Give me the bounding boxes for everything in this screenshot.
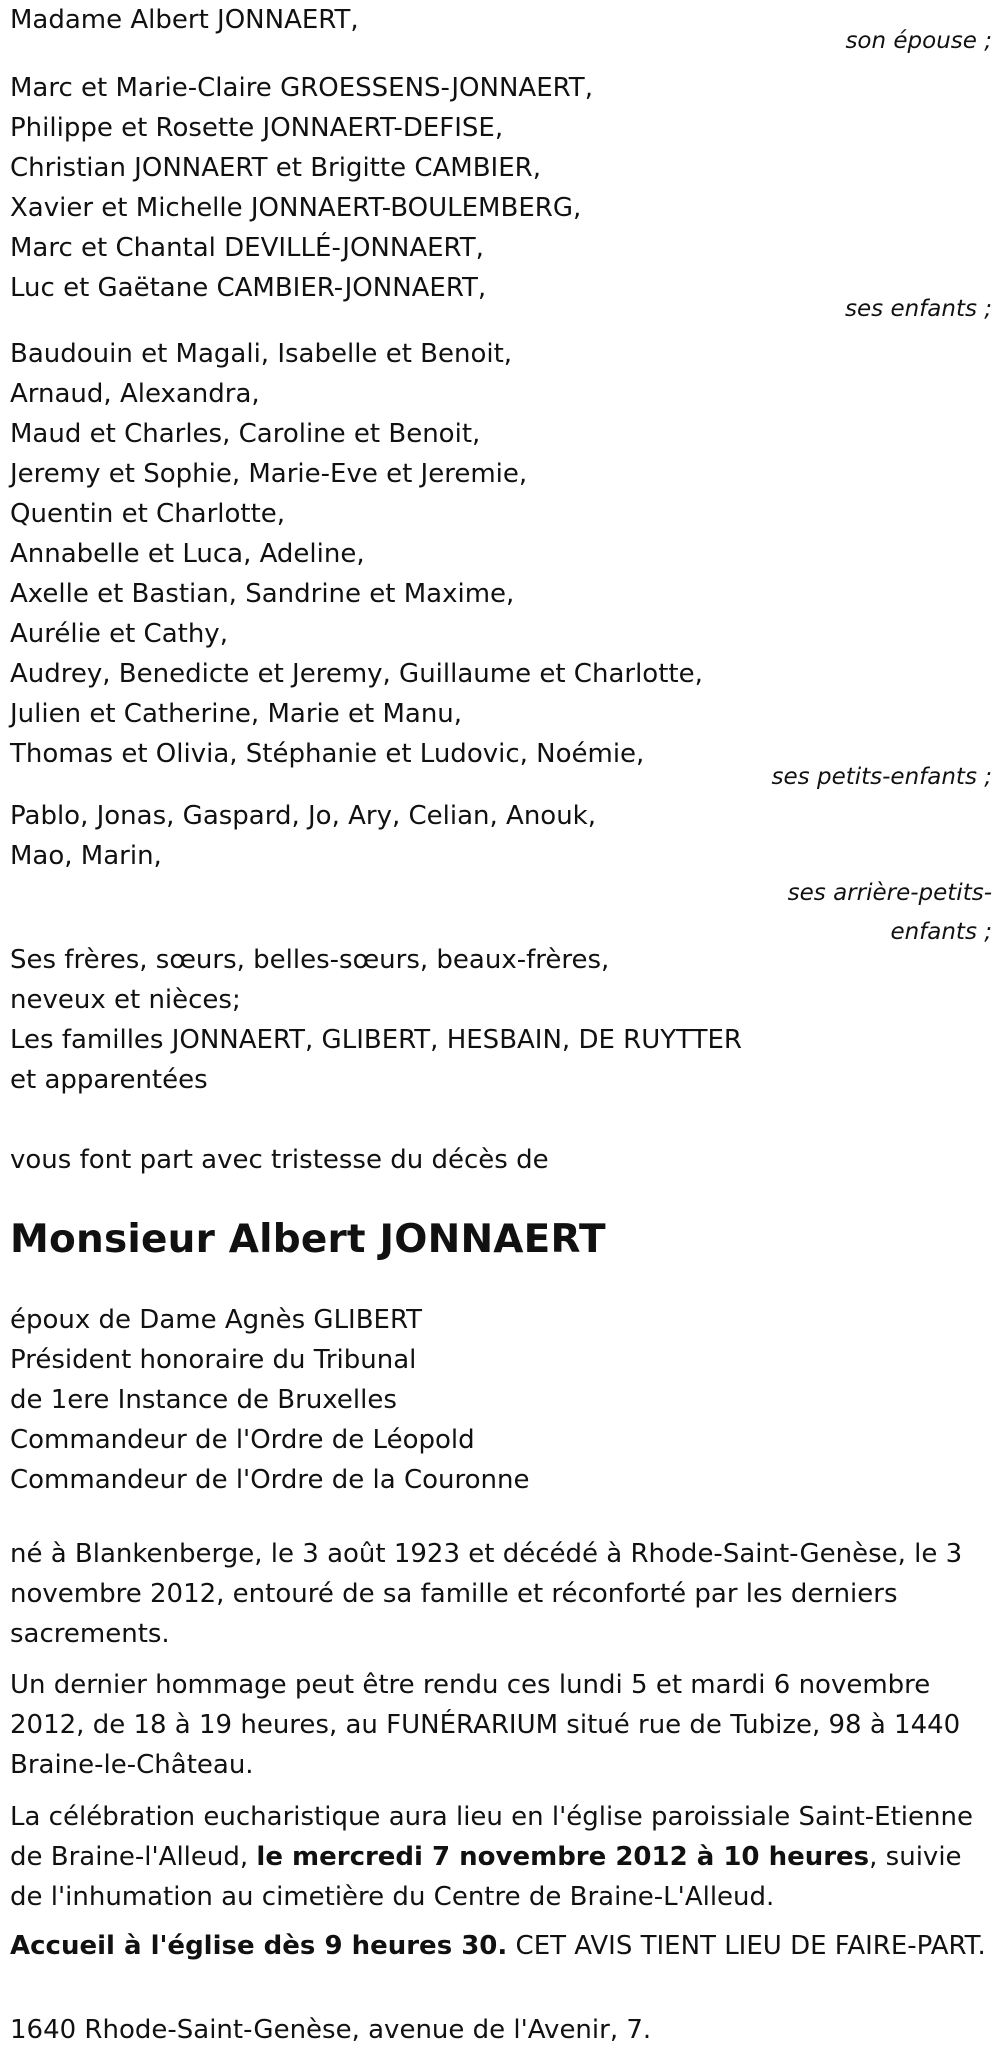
child-line: Xavier et Michelle JONNAERT-BOULEMBERG, — [10, 193, 582, 223]
ceremony-date-bold: le mercredi 7 novembre 2012 à 10 heures — [256, 1842, 870, 1872]
family-line: neveux et nièces; — [10, 985, 241, 1015]
great-grandchildren-role-line-1: ses arrière-petits- — [787, 880, 992, 906]
grandchild-line: Annabelle et Luca, Adeline, — [10, 539, 365, 569]
announcement-text: vous font part avec tristesse du décès de — [10, 1145, 549, 1175]
family-line: Les familles JONNAERT, GLIBERT, HESBAIN, DE RUYTTER — [10, 1025, 742, 1055]
extended-family-section — [10, 940, 1000, 1100]
deceased-title-line: Président honoraire du Tribunal — [10, 1345, 417, 1375]
deceased-title-line: Commandeur de l'Ordre de Léopold — [10, 1425, 475, 1455]
deceased-title-line: Commandeur de l'Ordre de la Couronne — [10, 1465, 530, 1495]
deceased-name: Monsieur Albert JONNAERT — [10, 1217, 606, 1262]
grandchildren-role: ses petits-enfants ; — [771, 764, 992, 790]
grandchild-line: Jeremy et Sophie, Marie-Eve et Jeremie, — [10, 459, 528, 489]
child-line: Luc et Gaëtane CAMBIER-JONNAERT, — [10, 273, 487, 303]
grandchild-line: Baudouin et Magali, Isabelle et Benoit, — [10, 339, 513, 369]
grandchild-line: Maud et Charles, Caroline et Benoit, — [10, 419, 481, 449]
child-line: Marc et Marie-Claire GROESSENS-JONNAERT, — [10, 73, 593, 103]
child-line: Christian JONNAERT et Brigitte CAMBIER, — [10, 153, 541, 183]
deceased-title-line: de 1ere Instance de Bruxelles — [10, 1385, 397, 1415]
family-line: Ses frères, sœurs, belles-sœurs, beaux-frères, — [10, 945, 610, 975]
great-grandchild-line: Mao, Marin, — [10, 841, 162, 871]
grandchild-line: Quentin et Charlotte, — [10, 499, 286, 529]
great-grandchild-line: Pablo, Jonas, Gaspard, Jo, Ary, Celian, Anouk, — [10, 801, 597, 831]
grandchild-line: Arnaud, Alexandra, — [10, 379, 260, 409]
grandchild-line: Aurélie et Cathy, — [10, 619, 228, 649]
child-line: Philippe et Rosette JONNAERT-DEFISE, — [10, 113, 504, 143]
ceremony-paragraph — [10, 1797, 1000, 1917]
deceased-titles — [10, 1300, 1000, 1500]
ceremony-text-before: La célébration eucharistique aura lieu en l'église paroissiale Saint-Etienne de Braine-l'Alleud, — [10, 1802, 973, 1872]
welcome-paragraph — [10, 1926, 1000, 1966]
spouse-section — [10, 0, 1000, 61]
family-line: et apparentées — [10, 1065, 208, 1095]
welcome-bold: Accueil à l'église dès 9 heures 30. — [10, 1931, 508, 1961]
great-grandchildren-role-line-2: enfants ; — [890, 919, 992, 945]
children-role: ses enfants ; — [845, 296, 992, 322]
spouse-role: son épouse ; — [845, 28, 992, 54]
grandchildren-section — [10, 334, 1000, 797]
grandchild-line: Audrey, Benedicte et Jeremy, Guillaume et Charlotte, — [10, 659, 703, 689]
ceremony-text-after: , suivie de l'inhumation au cimetière du Centre de Braine-L'Alleud. — [10, 1842, 962, 1912]
address-line: 1640 Rhode-Saint-Genèse, avenue de l'Avenir, 7. — [10, 2015, 652, 2045]
deceased-title-line: époux de Dame Agnès GLIBERT — [10, 1305, 423, 1335]
children-section — [10, 68, 1000, 329]
grandchild-line: Axelle et Bastian, Sandrine et Maxime, — [10, 579, 515, 609]
great-grandchildren-section — [10, 796, 1000, 952]
visitation-paragraph: Un dernier hommage peut être rendu ces lundi 5 et mardi 6 novembre 2012, de 18 à 19 heures, au FUNÉRARIUM situé rue de Tubize, 98 à 1440 Braine-le-Château. — [10, 1670, 961, 1780]
grandchild-line: Julien et Catherine, Marie et Manu, — [10, 699, 463, 729]
spouse-name: Madame Albert JONNAERT, — [10, 5, 359, 35]
notice-statement: CET AVIS TIENT LIEU DE FAIRE-PART. — [507, 1931, 986, 1961]
birth-death-paragraph: né à Blankenberge, le 3 août 1923 et décédé à Rhode-Saint-Genèse, le 3 novembre 2012, entouré de sa famille et réconforté par les derniers sacrements. — [10, 1539, 963, 1649]
child-line: Marc et Chantal DEVILLÉ-JONNAERT, — [10, 233, 484, 263]
grandchild-line: Thomas et Olivia, Stéphanie et Ludovic, Noémie, — [10, 739, 645, 769]
